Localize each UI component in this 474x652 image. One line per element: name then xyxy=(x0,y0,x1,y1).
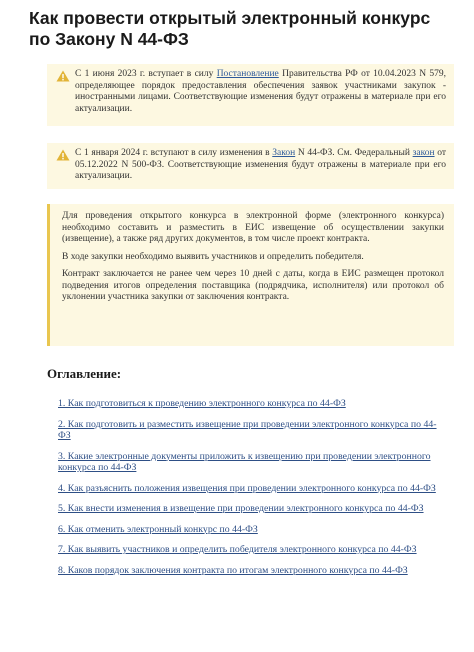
notice-text: от 05.12.2022 N 500-ФЗ. Соответствующие изменения будут отражены в материале при его актуализации. xyxy=(75,148,446,181)
toc-item xyxy=(58,398,438,410)
table-of-contents xyxy=(58,398,438,585)
notice-box-1 xyxy=(47,64,454,126)
toc-link-2[interactable]: 2. Как подготовить и разместить извещение при проведении электронного конкурса по 44-ФЗ xyxy=(58,418,437,441)
notice-link-federal-law[interactable]: закон xyxy=(412,148,435,158)
summary-box xyxy=(47,204,454,346)
warning-icon xyxy=(56,149,70,161)
toc-link-7[interactable]: 7. Как выявить участников и определить победителя электронного конкурса по 44-ФЗ xyxy=(58,544,417,555)
summary-paragraph: Контракт заключается не ранее чем через 10 дней с даты, когда в ЕИС размещен протокол подведения итогов определения поставщика (подрядчика, исполнителя) или протокол об уклонении участника закупки от заключения контракта. xyxy=(62,269,444,302)
toc-item xyxy=(58,524,438,536)
toc-link-6[interactable]: 6. Как отменить электронный конкурс по 44-ФЗ xyxy=(58,523,258,535)
toc-link-5[interactable]: 5. Как внести изменения в извещение при проведении электронного конкурса по 44-ФЗ xyxy=(58,503,424,514)
toc-item xyxy=(58,419,438,442)
toc-heading: Оглавление: xyxy=(47,366,122,381)
notice-box-2 xyxy=(47,143,454,189)
toc-item xyxy=(58,451,438,474)
summary-paragraph: В ходе закупки необходимо выявить участников и определить победителя. xyxy=(62,251,364,262)
summary-paragraph: Для проведения открытого конкурса в электронной форме (электронного конкурса) необходимо составить и разместить в ЕИС извещение об осуществлении закупки (извещение), а также ряд других документов, в том числе проект контракта. xyxy=(62,211,444,244)
toc-item xyxy=(58,565,438,577)
document-page xyxy=(25,0,454,652)
toc-link-1[interactable]: 1. Как подготовиться к проведению электронного конкурса по 44-ФЗ xyxy=(58,398,346,409)
page-title: Как провести открытый электронный конкурс по Закону N 44-ФЗ xyxy=(29,8,431,49)
notice-text: С 1 января 2024 г. вступают в силу изменения в xyxy=(75,148,273,158)
toc-link-4[interactable]: 4. Как разъяснить положения извещения при проведении электронного конкурса по 44-ФЗ xyxy=(58,482,436,494)
toc-item xyxy=(58,483,438,495)
toc-item xyxy=(58,503,438,515)
notice-text: N 44-ФЗ. См. Федеральный xyxy=(295,148,413,158)
notice-text: С 1 июня 2023 г. вступает в силу xyxy=(75,69,217,79)
notice-text: Правительства РФ от 10.04.2023 N 579, определяющее порядок предоставления обеспечения заявок участниками закупок - иностранными лицами. Соответствующие изменения будут отражены в материале при его актуализации. xyxy=(75,69,446,114)
toc-link-8[interactable]: 8. Каков порядок заключения контракта по итогам электронного конкурса по 44-ФЗ xyxy=(58,564,408,576)
notice-link-zakon[interactable]: Закон xyxy=(272,148,296,158)
notice-link-postanovlenie[interactable]: Постановление xyxy=(216,69,279,79)
warning-icon xyxy=(56,70,70,82)
toc-item xyxy=(58,544,438,556)
toc-link-3[interactable]: 3. Какие электронные документы приложить к извещению при проведении электронного конкурса по 44-ФЗ xyxy=(58,450,431,473)
